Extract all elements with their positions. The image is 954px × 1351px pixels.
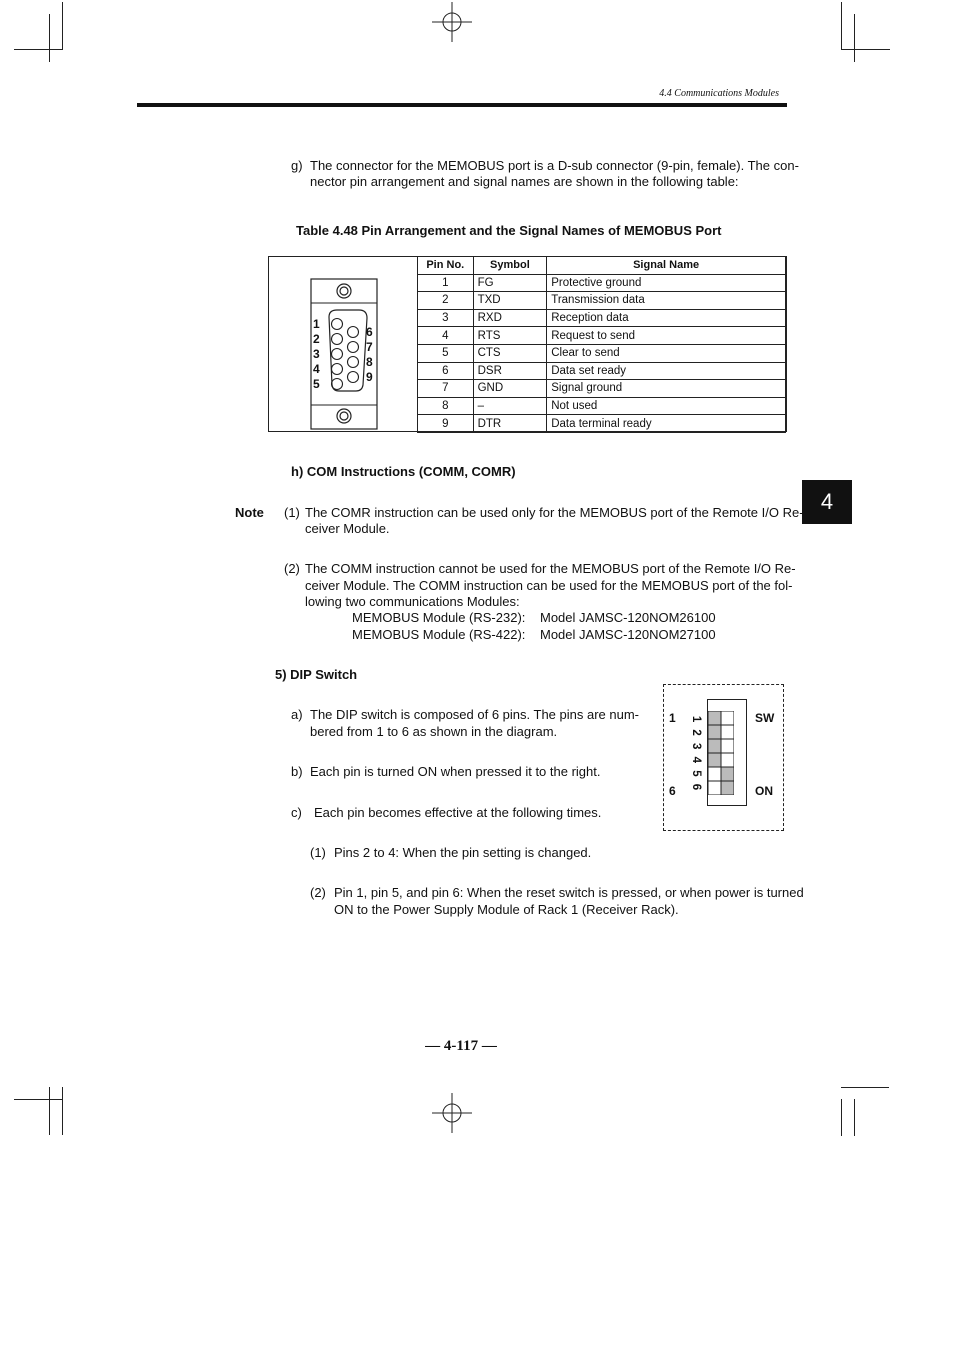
- dip-label-sw: SW: [755, 711, 775, 725]
- cell-symbol: RXD: [473, 309, 547, 327]
- module-1-model: Model JAMSC-120NOM26100: [540, 610, 716, 625]
- cell-pin: 6: [418, 362, 474, 380]
- crop-mark: [854, 1099, 855, 1136]
- connector-pin-label: 6: [366, 325, 373, 339]
- dip-c1-marker: (1): [310, 845, 326, 860]
- cell-pin: 9: [418, 415, 474, 433]
- note-1-line2: ceiver Module.: [305, 521, 390, 536]
- cell-symbol: DTR: [473, 415, 547, 433]
- dip-label-6: 6: [669, 784, 676, 798]
- dip-c2-line2: ON to the Power Supply Module of Rack 1 (Receiver Rack).: [334, 902, 679, 917]
- cell-signal: Transmission data: [547, 292, 786, 310]
- note-2-line1: The COMM instruction cannot be used for the MEMOBUS port of the Remote I/O Re-: [305, 561, 796, 576]
- cell-signal: Request to send: [547, 327, 786, 345]
- table-header-row: [418, 257, 786, 275]
- crop-mark: [49, 14, 50, 62]
- cell-symbol: CTS: [473, 344, 547, 362]
- connector-pin-label: 4: [313, 362, 320, 376]
- dip-c-marker: c): [291, 805, 302, 820]
- cell-pin: 5: [418, 344, 474, 362]
- cell-signal: Not used: [547, 397, 786, 415]
- cell-symbol: –: [473, 397, 547, 415]
- header-rule: [137, 103, 787, 107]
- crop-mark: [49, 1087, 50, 1135]
- header-signal-name: Signal Name: [547, 257, 786, 275]
- item-h-heading: h) COM Instructions (COMM, COMR): [291, 464, 516, 479]
- connector-pin-label: 1: [313, 317, 320, 331]
- header-symbol: Symbol: [473, 257, 547, 275]
- crop-mark: [841, 1099, 842, 1136]
- table-row: [418, 380, 786, 398]
- table-caption: Table 4.48 Pin Arrangement and the Signal Names of MEMOBUS Port: [296, 223, 722, 238]
- crop-mark: [841, 1087, 889, 1088]
- chapter-tab: 4: [802, 480, 852, 524]
- dip-c2-line1: Pin 1, pin 5, and pin 6: When the reset switch is pressed, or when power is turned: [334, 885, 804, 900]
- cell-symbol: RTS: [473, 327, 547, 345]
- header-pin-no: Pin No.: [418, 257, 474, 275]
- item-g-line2: nector pin arrangement and signal names are shown in the following table:: [310, 174, 739, 189]
- cell-pin: 1: [418, 274, 474, 292]
- dip-label-on: ON: [755, 784, 773, 798]
- item-g-line1: The connector for the MEMOBUS port is a D-sub connector (9-pin, female). The con-: [310, 158, 799, 173]
- cell-pin: 4: [418, 327, 474, 345]
- cell-signal: Signal ground: [547, 380, 786, 398]
- dip-c2-marker: (2): [310, 885, 326, 900]
- cell-pin: 3: [418, 309, 474, 327]
- table-row: [418, 309, 786, 327]
- module-2-model: Model JAMSC-120NOM27100: [540, 627, 716, 642]
- cell-symbol: GND: [473, 380, 547, 398]
- table-row: [418, 415, 786, 433]
- dip-c1-line1: Pins 2 to 4: When the pin setting is changed.: [334, 845, 592, 860]
- connector-pin-label: 3: [313, 347, 320, 361]
- table-row: [418, 292, 786, 310]
- table-row: [418, 274, 786, 292]
- note-1-line1: The COMR instruction can be used only for the MEMOBUS port of the Remote I/O Re-: [305, 505, 804, 520]
- running-header: 4.4 Communications Modules: [659, 88, 779, 99]
- pin-table-frame: [268, 256, 787, 432]
- module-1-name: MEMOBUS Module (RS-232):: [352, 610, 526, 625]
- table-row: [418, 397, 786, 415]
- item-g-marker: g): [291, 158, 303, 173]
- note-2-marker: (2): [284, 561, 300, 576]
- crop-mark: [14, 49, 62, 50]
- cell-symbol: TXD: [473, 292, 547, 310]
- crop-mark: [14, 1099, 62, 1100]
- cell-signal: Data terminal ready: [547, 415, 786, 433]
- dip-a-marker: a): [291, 707, 303, 722]
- connector-pin-label: 8: [366, 355, 373, 369]
- table-row: [418, 344, 786, 362]
- cell-symbol: DSR: [473, 362, 547, 380]
- connector-pin-label: 5: [313, 377, 320, 391]
- cell-signal: Reception data: [547, 309, 786, 327]
- cell-signal: Data set ready: [547, 362, 786, 380]
- dip-heading: 5) DIP Switch: [275, 667, 358, 682]
- dip-a-line2: bered from 1 to 6 as shown in the diagram.: [310, 724, 558, 739]
- note-2-line2: ceiver Module. The COMM instruction can be used for the MEMOBUS port of the fol-: [305, 578, 793, 593]
- crop-mark: [854, 14, 855, 62]
- dip-pin-numbers: 1 2 3 4 5 6: [690, 715, 702, 793]
- note-label: Note: [235, 505, 264, 520]
- crop-mark: [842, 49, 890, 50]
- dip-switch-diagram: [663, 684, 784, 831]
- note-2-line3: lowing two communications Modules:: [305, 594, 520, 609]
- dip-switch-pins: [708, 711, 734, 795]
- cell-signal: Protective ground: [547, 274, 786, 292]
- pin-signal-table: [417, 256, 786, 433]
- cell-pin: 2: [418, 292, 474, 310]
- cell-symbol: FG: [473, 274, 547, 292]
- connector-pin-label: 9: [366, 370, 373, 384]
- crop-mark: [841, 2, 842, 50]
- dip-b-line1: Each pin is turned ON when pressed it to the right.: [310, 764, 601, 779]
- connector-pin-label: 2: [313, 332, 320, 346]
- crop-mark: [62, 2, 63, 50]
- dip-c-line1: Each pin becomes effective at the following times.: [314, 805, 602, 820]
- note-1-marker: (1): [284, 505, 300, 520]
- registration-mark-top: [432, 2, 472, 42]
- table-row: [418, 327, 786, 345]
- connector-pin-label: 7: [366, 340, 373, 354]
- page-number: — 4-117 —: [425, 1038, 497, 1054]
- cell-pin: 7: [418, 380, 474, 398]
- crop-mark: [62, 1087, 63, 1135]
- module-2-name: MEMOBUS Module (RS-422):: [352, 627, 526, 642]
- dip-a-line1: The DIP switch is composed of 6 pins. The pins are num-: [310, 707, 640, 722]
- dip-label-1: 1: [669, 711, 676, 725]
- cell-pin: 8: [418, 397, 474, 415]
- dip-b-marker: b): [291, 764, 303, 779]
- registration-mark-bottom: [432, 1093, 472, 1133]
- table-row: [418, 362, 786, 380]
- dsub-connector-diagram: [307, 277, 381, 433]
- cell-signal: Clear to send: [547, 344, 786, 362]
